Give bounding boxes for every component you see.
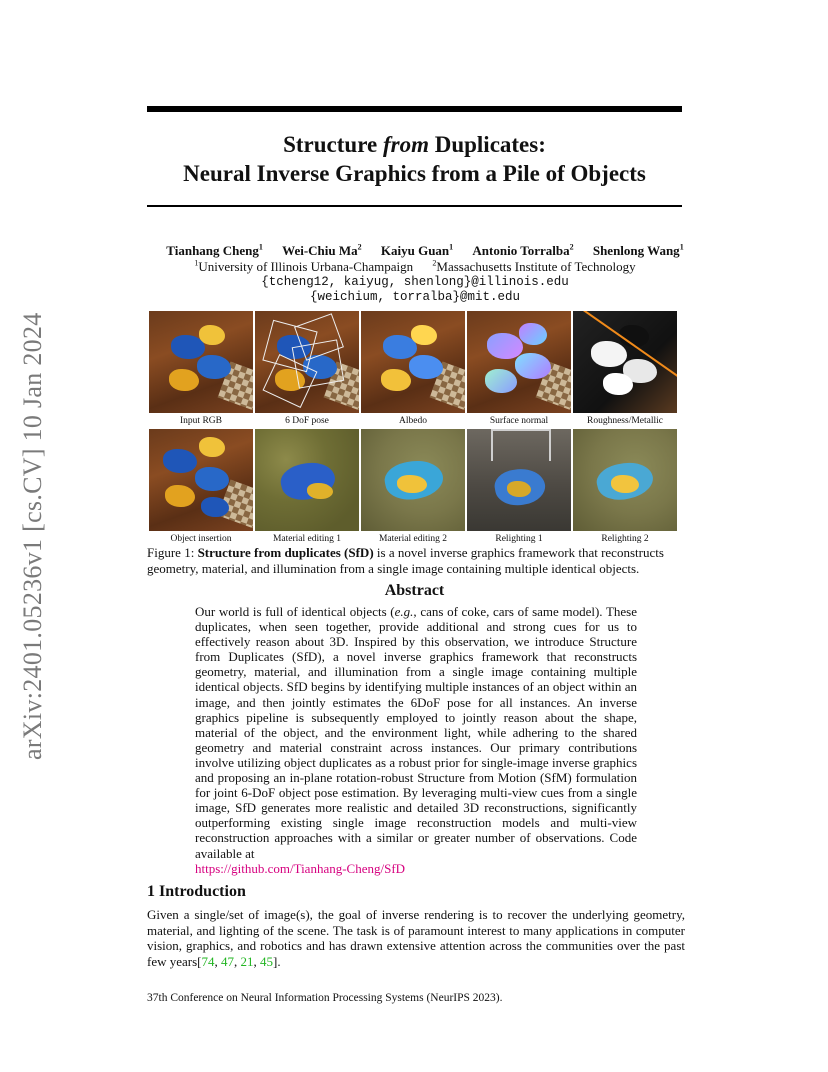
input-rgb-image — [149, 311, 253, 413]
figure-panel — [361, 429, 465, 547]
panel-caption: Object insertion — [170, 534, 232, 544]
relighting-1-image — [467, 429, 571, 531]
figure-panel — [149, 429, 253, 547]
code-link[interactable]: https://github.com/Tianhang-Cheng/SfD — [195, 860, 406, 876]
introduction-heading: 1 Introduction — [147, 883, 246, 900]
author-list — [120, 243, 730, 259]
panel-caption: Albedo — [399, 416, 427, 426]
figure-panel — [467, 311, 571, 429]
figure-panel — [573, 429, 677, 547]
roughness-metallic-image — [573, 311, 677, 413]
conference-footer: 37th Conference on Neural Information Processing Systems (NeurIPS 2023). — [147, 992, 503, 1004]
paper-title: Structure from Duplicates: Neural Inverse Graphics from a Pile of Objects — [183, 132, 646, 186]
panel-caption: Material editing 2 — [378, 534, 448, 544]
email-illinois: {tcheng12, kaiyug, shenlong}@illinois.edu — [261, 275, 569, 289]
surface-normal-image — [467, 311, 571, 413]
relighting-2-image — [573, 429, 677, 531]
object-insertion-image — [149, 429, 253, 531]
author: Antonio Torralba$^2$ — [472, 243, 574, 259]
panel-caption: Input RGB — [180, 416, 222, 426]
panel-caption: Relighting 2 — [601, 534, 649, 544]
figure-panel — [573, 311, 677, 429]
affiliations — [120, 259, 710, 275]
panel-caption: Material editing 1 — [272, 534, 342, 544]
author: Tianhang Cheng$^1$ — [166, 243, 263, 259]
affiliation: $^1$University of Illinois Urbana-Champaign — [194, 259, 414, 275]
figure-panel — [467, 429, 571, 547]
affiliation: $^2$Massachusetts Institute of Technology — [432, 259, 636, 275]
arxiv-identifier: arXiv:2401.05236v1 [cs.CV] 10 Jan 2024 — [18, 312, 47, 760]
email-mit: {weichium, torralba}@mit.edu — [309, 290, 521, 304]
figure-caption: Figure 1: Structure from duplicates (SfD) is a novel inverse graphics framework that reconstructs geometry, material, and illumination from a single image containing multiple identical objects. — [147, 545, 664, 576]
panel-caption: Relighting 1 — [495, 534, 543, 544]
citation-link[interactable]: 21 — [240, 953, 254, 969]
material-editing-1-image — [255, 429, 359, 531]
abstract-body: Our world is full of identical objects (e.g., cans of coke, cars of same model). These duplicates, when seen together, provide additional and strong cues for us to effectively reason about 3D. Inspired by this observation, we introduce Structure from Duplicates (SfD), a novel inverse graphics framework that reconstructs geometry, material, and illumination from a single image containing multiple identical objects. SfD begins by identifying multiple instances of an object within an image, and then jointly estimates the 6DoF pose for all instances. An inverse graphics pipeline is subsequently employed to jointly reason about the shape, material of the object, and the environment light, while adhering to the shared geometry and material constraint across instances. Our primary contributions involve utilizing object duplicates as a robust prior for single-image inverse graphics and proposing an in-plane rotation-robust Structure from Motion (SfM) formulation for joint 6-DoF object pose estimation. By leveraging multi-view cues from a single image, SfD generates more realistic and detailed 3D reconstructions, significantly outperforming existing single image reconstruction models and multi-view reconstruction approaches with a similar or greater number of observations. Code available at https://github.com/Tianhang-Cheng/SfD — [195, 604, 637, 876]
citation-link[interactable]: 74 — [201, 953, 215, 969]
citation-link[interactable]: 45 — [260, 953, 273, 969]
citation-link[interactable]: 47 — [221, 953, 234, 969]
material-editing-2-image — [361, 429, 465, 531]
figure-panel — [255, 311, 359, 429]
figure-1-grid — [149, 311, 677, 547]
title-bottom-rule — [147, 205, 682, 207]
panel-caption: 6 DoF pose — [285, 416, 329, 426]
albedo-image — [361, 311, 465, 413]
title-top-rule — [147, 106, 682, 112]
author: Shenlong Wang$^1$ — [592, 243, 684, 259]
figure-panel — [361, 311, 465, 429]
panel-caption: Surface normal — [489, 416, 549, 426]
introduction-body: Given a single/set of image(s), the goal of inverse rendering is to recover the underlying geometry, material, and lighting of the scene. The task is of paramount interest to many applications in computer vision, graphics, and robotics and has drawn extensive attention across the communities over the past few years[74, 47, 21, 45]. — [147, 907, 685, 969]
abstract-heading: Abstract — [384, 582, 445, 599]
author: Wei-Chiu Ma$^2$ — [282, 243, 362, 259]
author: Kaiyu Guan$^1$ — [380, 243, 454, 259]
figure-panel — [255, 429, 359, 547]
panel-caption: Roughness/Metallic — [587, 416, 663, 426]
pose-image — [255, 311, 359, 413]
figure-panel — [149, 311, 253, 429]
